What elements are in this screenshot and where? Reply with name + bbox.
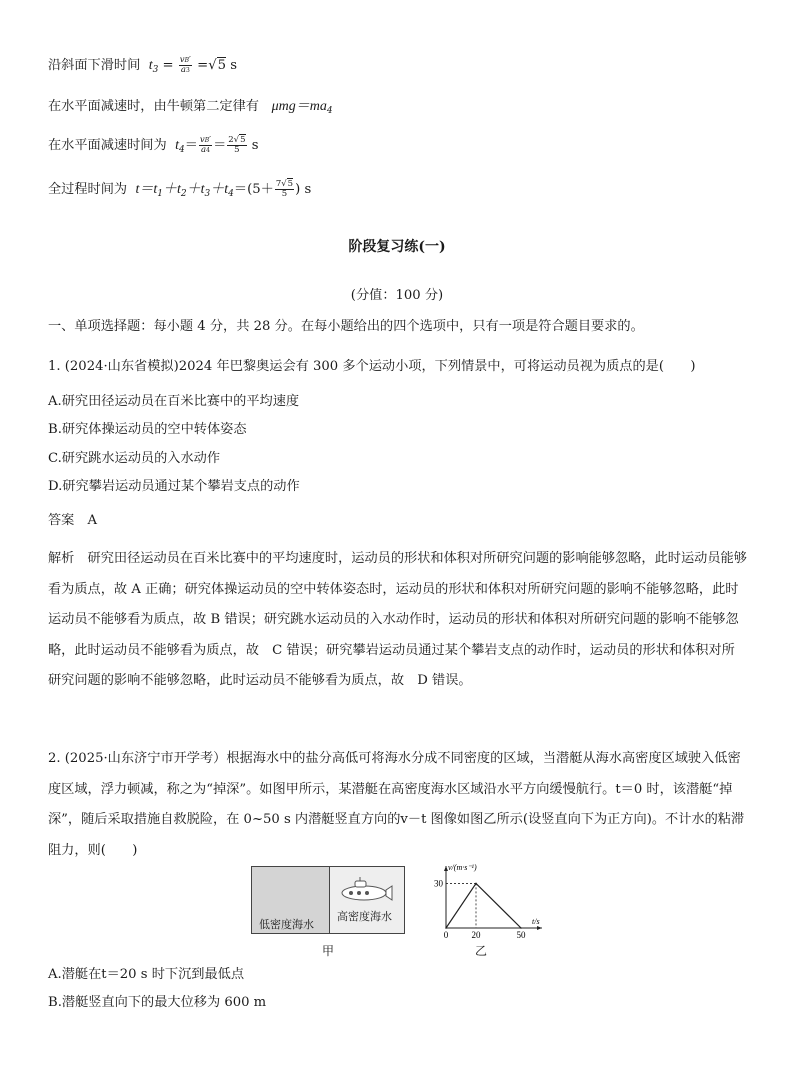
t3-sub: 3: [152, 65, 159, 75]
q1-analysis: 解析 研究田径运动员在百米比赛中的平均速度时，运动员的形状和体积对所研究问题的影响能够忽略，此时运动员能够看为质点，故 A 正确；研究体操运动员的空中转体姿态时，运动员的形状和体积对所研究问题的影响不能够忽略，此时运动员不能够看为质点，故 B 错误；研究跳水运动员的入水动作时，运动员的形状和体积对所研究问题的影响不能够忽略，此时运动员不能够看为质点，故 C 错误；研究攀岩运动员通过某个攀岩支点的动作时，运动员的形状和体积对所研究问题的影响不能够忽略，此时运动员不能够看为质点，故 D 错误。: [48, 551, 747, 688]
q2-option-b: B.潜艇竖直向下的最大位移为 600 m: [48, 995, 267, 1010]
t-sum: t＝t: [135, 182, 158, 197]
solution-line-2-text: 在水平面减速时，由牛顿第二定律有: [48, 99, 259, 114]
seven-root5-over-5: [275, 180, 294, 199]
x-tick-label: 50: [516, 930, 526, 940]
v-var: v: [179, 55, 185, 65]
close-paren: ): [295, 182, 301, 197]
plus-t2: ＋t: [163, 182, 181, 197]
sqrt-icon: √: [233, 135, 240, 145]
solution-line-3: 在水平面减速时间为 $t_4=$ $\frac{vB'}{a4}$ ＝ $\frac{2√5}{5}$ s: [48, 135, 259, 155]
solution-line-1: [48, 56, 237, 79]
y-axis-label: v/(m·s⁻¹): [448, 863, 477, 872]
a-var: a: [201, 145, 207, 155]
two-root5-over-5: [227, 136, 246, 155]
t4-sub: 4: [228, 189, 234, 199]
t3-var: t: [148, 58, 153, 73]
q2-option-a: A.潜艇在t＝20 s 时下沉到最低点: [48, 967, 245, 982]
unit-s: s: [230, 58, 238, 73]
score-note: (分值：100 分): [350, 288, 444, 303]
figure-b-caption: 乙: [475, 944, 488, 958]
t3-sub: 3: [204, 189, 211, 199]
unit-s: s: [251, 138, 259, 153]
equals-open: ＝(5＋: [233, 182, 274, 197]
sqrt-icon: √: [208, 58, 217, 73]
a-sub: 3: [186, 67, 190, 74]
q1-answer: 答案 A: [48, 513, 98, 528]
x-axis-arrow: [537, 926, 542, 930]
plus-t3: ＋t: [186, 182, 205, 197]
series-line: [446, 883, 521, 928]
section-instruction: 一、单项选择题：每小题 4 分，共 28 分。在每小题给出的四个选项中，只有一项是符合题目要求的。: [48, 319, 644, 334]
unit-s: s: [304, 182, 312, 197]
x-tick-label: 20: [471, 930, 481, 940]
q1-option-a: A.研究田径运动员在百米比赛中的平均速度: [48, 394, 300, 409]
prime: ′: [209, 135, 212, 145]
a4-sub: 4: [326, 106, 333, 116]
solution-line-1-text: 沿斜面下滑时间: [48, 58, 141, 73]
vb-over-a3: [179, 56, 192, 75]
y-tick-label: 30: [434, 878, 443, 889]
frac-den: 5: [281, 189, 288, 199]
newton-formula: μmg＝ma: [271, 99, 327, 114]
a-var: a: [180, 65, 186, 75]
vb-over-a4: [199, 136, 212, 155]
data-point-0: [445, 927, 447, 929]
t4-sub: 4: [178, 145, 185, 155]
vt-chart-svg: [426, 860, 546, 940]
data-point-2: [520, 927, 522, 929]
solution-line-4: [48, 180, 311, 203]
sqrt-5: 5: [240, 135, 246, 145]
plus-t4: ＋t: [210, 182, 229, 197]
section-title: 阶段复习练(一): [348, 239, 446, 255]
v-var: v: [199, 135, 205, 145]
figure-a: [251, 866, 405, 934]
x-tick-label: 0: [443, 930, 449, 940]
a-sub: 4: [206, 147, 210, 154]
prime: ′: [189, 55, 191, 65]
equals-sign-2: =: [197, 58, 209, 73]
q2-stem: 2. (2025·山东济宁市开学考）根据海水中的盐分高低可将海水分成不同密度的区域，当潜艇从海水高密度区域驶入低密度区域，浮力顿减，称之为“掉深”。如图甲所示，某潜艇在高密度海水区域沿水平方向缓慢航行。t＝0 时，该潜艇“掉深”，随后采取措施自救脱险，在 0~50 s 内潜艇竖直方向的v－t 图像如图乙所示(设竖直向下为正方向)。不计水的粘滞阻力，则( ): [48, 751, 745, 858]
num-2: 2: [228, 135, 234, 145]
q1-option-b: B.研究体操运动员的空中转体姿态: [48, 422, 247, 437]
q1-option-d: D.研究攀岩运动员通过某个攀岩支点的动作: [48, 479, 300, 494]
sqrt-5: 5: [217, 58, 227, 73]
sqrt-5: 5: [287, 179, 294, 189]
frac-den: 5: [234, 145, 240, 155]
frac-den: [199, 146, 212, 155]
frac-den: [179, 66, 192, 75]
sqrt-icon: √: [281, 179, 287, 189]
solution-line-3-text: 在水平面减速时间为: [48, 138, 167, 153]
t4-var: t: [175, 138, 179, 153]
num-7: 7: [275, 179, 282, 189]
solution-line-4-text: 全过程时间为: [48, 182, 128, 197]
equals-sign: =: [162, 58, 174, 73]
q1-stem: 1. (2024·山东省模拟)2024 年巴黎奥运会有 300 多个运动小项，下列情景中，可将运动员视为质点的是( ): [48, 359, 696, 374]
high-density-label: 高密度海水: [337, 910, 392, 923]
vt-chart: [426, 860, 546, 940]
b-sub: B: [204, 137, 210, 144]
t1-sub: 1: [157, 189, 164, 199]
solution-line-2: [48, 98, 333, 120]
t2-sub: 2: [180, 189, 187, 199]
low-density-label: 低密度海水: [259, 918, 314, 931]
b-sub: B: [184, 57, 190, 64]
figure-a-caption: 甲: [322, 944, 335, 958]
x-axis-label: t/s: [532, 917, 540, 926]
q1-option-c: C.研究跳水运动员的入水动作: [48, 451, 221, 466]
